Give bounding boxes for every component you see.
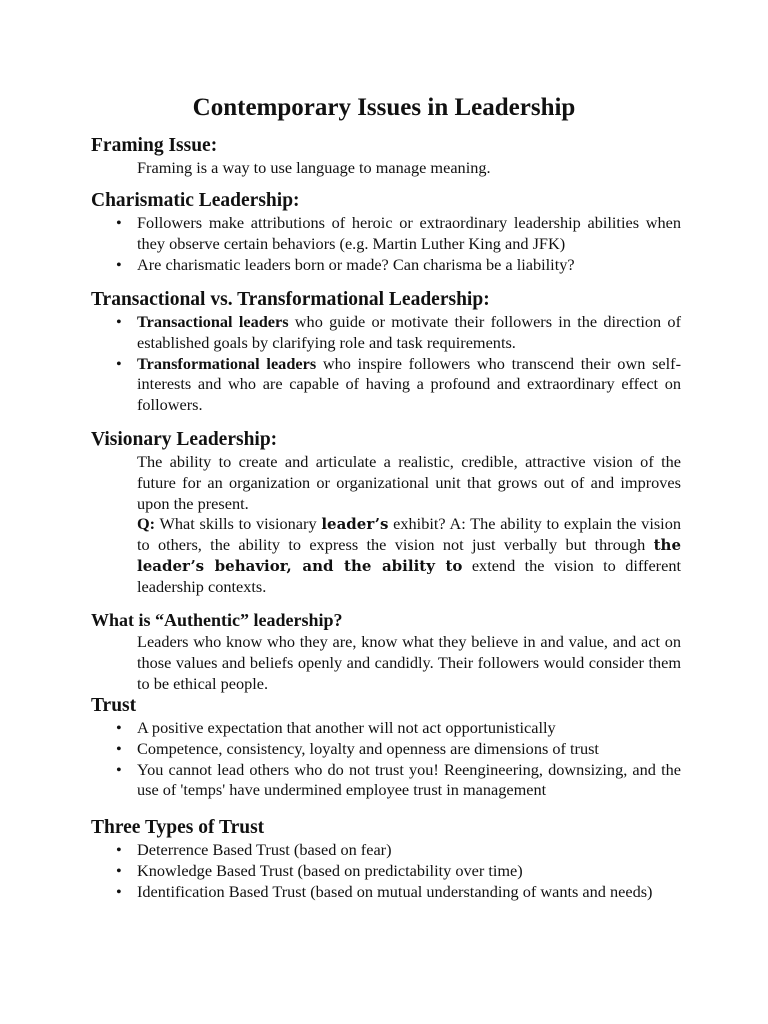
list-item <box>137 354 681 416</box>
trust-types-list <box>91 840 681 902</box>
framing-text: Framing is a way to use language to manage meaning. <box>137 158 491 177</box>
list-item: • Are charismatic leaders born or made? Can charisma be a liability? <box>137 255 681 276</box>
list-item: • Knowledge Based Trust (based on predictability over time) <box>137 861 681 882</box>
authentic-text: Leaders who know who they are, know what they believe in and value, and act on those values and beliefs openly and candidly. Their followers would consider them to be ethical people. <box>137 632 681 693</box>
authentic-heading: What is “Authentic” leadership? <box>91 610 343 630</box>
charismatic-heading: Charismatic Leadership: <box>91 190 300 211</box>
transactional-list <box>91 312 681 416</box>
term-transformational: Transformational leaders <box>137 353 317 373</box>
question-text: What skills to visionary <box>155 514 322 534</box>
list-item: • Deterrence Based Trust (based on fear) <box>137 840 681 861</box>
question-text: extend the vision to different leadership contexts. <box>137 555 681 596</box>
framing-heading: Framing Issue: <box>91 135 218 156</box>
trust-list <box>91 718 681 801</box>
visionary-heading: Visionary Leadership: <box>91 429 278 450</box>
term-description: who inspire followers who transcend their own self-interests and who are capable of having a profound and extraordinary effect on followers. <box>137 353 681 415</box>
list-item: • You cannot lead others who do not trust you! Reengineering, downsizing, and the use of 'temps' have undermined employee trust in management <box>137 760 681 802</box>
transactional-heading: Transactional vs. Transformational Leadership: <box>91 289 490 310</box>
charismatic-section <box>91 189 681 275</box>
charismatic-list <box>91 213 681 275</box>
question-bold-phrase: the leader’s behavior, and the ability to <box>137 536 681 575</box>
list-item: • Identification Based Trust (based on mutual understanding of wants and needs) <box>137 882 681 903</box>
list-item: • Followers make attributions of heroic or extraordinary leadership abilities when they observe certain behaviors (e.g. Martin Luther King and JFK) <box>137 213 681 255</box>
list-item <box>137 312 681 354</box>
list-item: • A positive expectation that another will not act opportunistically <box>137 718 681 739</box>
question-bold-term: leader’s <box>321 515 389 534</box>
visionary-text: The ability to create and articulate a realistic, credible, attractive vision of the future for an organization or organizational unit that grows out of and improves upon the present. <box>137 452 681 513</box>
trust-types-heading: Three Types of Trust <box>91 817 265 838</box>
list-item: • Competence, consistency, loyalty and openness are dimensions of trust <box>137 739 681 760</box>
page-title: Contemporary Issues in Leadership <box>192 94 576 121</box>
authentic-section <box>91 608 681 694</box>
visionary-section <box>91 428 681 598</box>
trust-section <box>91 694 681 801</box>
trust-types-section <box>91 816 681 902</box>
visionary-question <box>137 514 681 597</box>
framing-section <box>91 134 681 179</box>
transactional-section <box>91 288 681 416</box>
question-label: Q: <box>137 514 156 534</box>
question-text: exhibit? A: The ability to explain the vision to others, the ability to express the vision not just verbally but through <box>137 514 681 555</box>
term-description: who guide or motivate their followers in the direction of established goals by clarifying role and task requirements. <box>137 312 681 352</box>
trust-heading: Trust <box>91 695 137 716</box>
term-transactional: Transactional leaders <box>137 312 289 331</box>
